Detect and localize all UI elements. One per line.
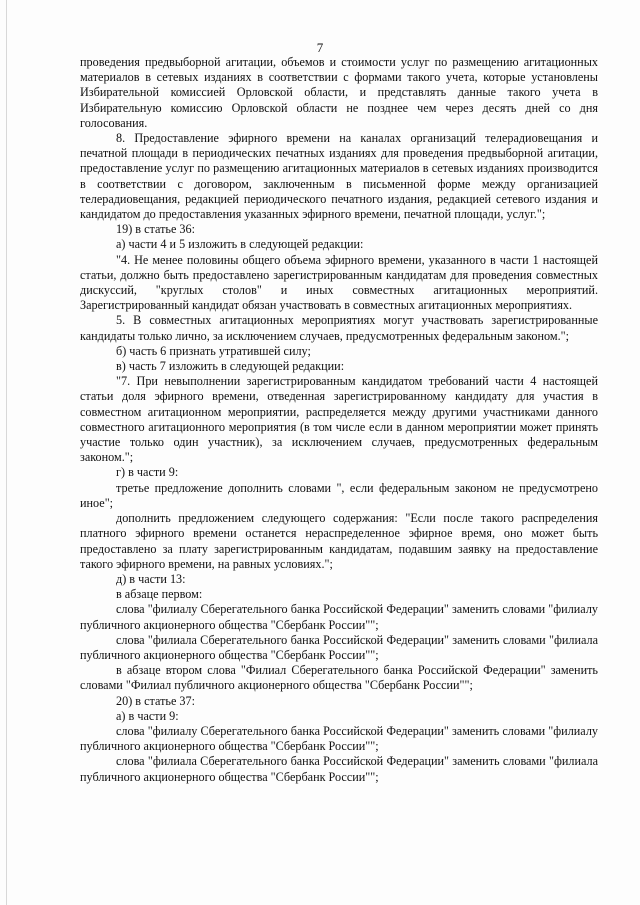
paragraph: 8. Предоставление эфирного времени на каналах организаций телерадиовещания и печатной площади в периодических печатных изданиях для проведения предвыборной агитации, предоставление услуг по размещению агитационных материалов в сетевых изданиях производится в соответствии с договором, заключенным в письменной форме между организацией телерадиовещания, редакцией периодического печатного издания, редакцией сетевого издания и кандидатом до предоставления указанных эфирного времени, печатной площади, услуг."; <box>80 131 598 222</box>
paragraph: 19) в статье 36: <box>116 222 195 237</box>
paragraph: г) в части 9: <box>116 465 179 480</box>
paragraph: а) части 4 и 5 изложить в следующей редакции: <box>116 237 364 252</box>
paragraph: в абзаце втором слова "Филиал Сберегательного банка Российской Федерации" заменить словами "Филиал публичного акционерного общества "Сбербанк России""; <box>80 663 598 693</box>
paragraph: слова "филиала Сберегательного банка Российской Федерации" заменить словами "филиала публичного акционерного общества "Сбербанк России""; <box>80 632 598 662</box>
paragraph: "4. Не менее половины общего объема эфирного времени, указанного в части 1 настоящей статьи, должно быть предоставлено зарегистрированным кандидатам для проведения совместных дискуссий, "круглых столов" и иных совместных агитационных мероприятий. Зарегистрированный кандидат обязан участвовать в совместных агитационных мероприятиях. <box>80 252 598 313</box>
paragraph: б) часть 6 признать утратившей силу; <box>116 343 311 358</box>
paragraph: "7. При невыполнении зарегистрированным кандидатом требований части 4 настоящей статьи доля эфирного времени, отведенная зарегистрированному кандидату для участия в совместном агитационном мероприятии, распределяется между другими участниками данного совместного агитационного мероприятия (в том числе если в данном мероприятии может принять участие только один участник), за исключением случаев, предусмотренных федеральным законом."; <box>80 374 598 465</box>
paragraph: в абзаце первом: <box>116 587 203 602</box>
paragraph: 5. В совместных агитационных мероприятиях могут участвовать зарегистрированные кандидаты только лично, за исключением случаев, предусмотренных федеральным законом."; <box>80 313 598 343</box>
paragraph: а) в части 9: <box>116 708 179 723</box>
paragraph: проведения предвыборной агитации, объемов и стоимости услуг по размещению агитационных материалов в сетевых изданиях в соответствии с формами такого учета, которые установлены Избирательной комиссией Орловской области, и представлять данные такого учета в Избирательную комиссию Орловской области не позднее чем через десять дней со дня голосования. <box>80 55 598 130</box>
paragraph: слова "филиалу Сберегательного банка Российской Федерации" заменить словами "филиалу публичного акционерного общества "Сбербанк России""; <box>80 723 598 754</box>
paragraph: третье предложение дополнить словами ", если федеральным законом не предусмотрено иное"; <box>80 480 598 510</box>
paragraph: слова "филиалу Сберегательного банка Российской Федерации" заменить словами "филиалу публичного акционерного общества "Сбербанк России""; <box>80 602 598 632</box>
paragraph: дополнить предложением следующего содержания: "Если после такого распределения платного эфирного времени останется нераспределенное эфирное время, оно может быть предоставлено за плату зарегистрированным кандидатам, подавшим заявку на предоставление такого эфирного времени, на равных условиях."; <box>80 511 598 571</box>
scan-edge-line <box>6 0 7 905</box>
paragraph: в) часть 7 изложить в следующей редакции: <box>116 359 345 374</box>
document-body <box>80 55 598 785</box>
paragraph: д) в части 13: <box>116 571 186 586</box>
paragraph: 20) в статье 37: <box>116 693 195 708</box>
paragraph: слова "филиала Сберегательного банка Российской Федерации" заменить словами "филиала публичного акционерного общества "Сбербанк России""; <box>80 754 598 784</box>
page-number: 7 <box>316 40 324 55</box>
